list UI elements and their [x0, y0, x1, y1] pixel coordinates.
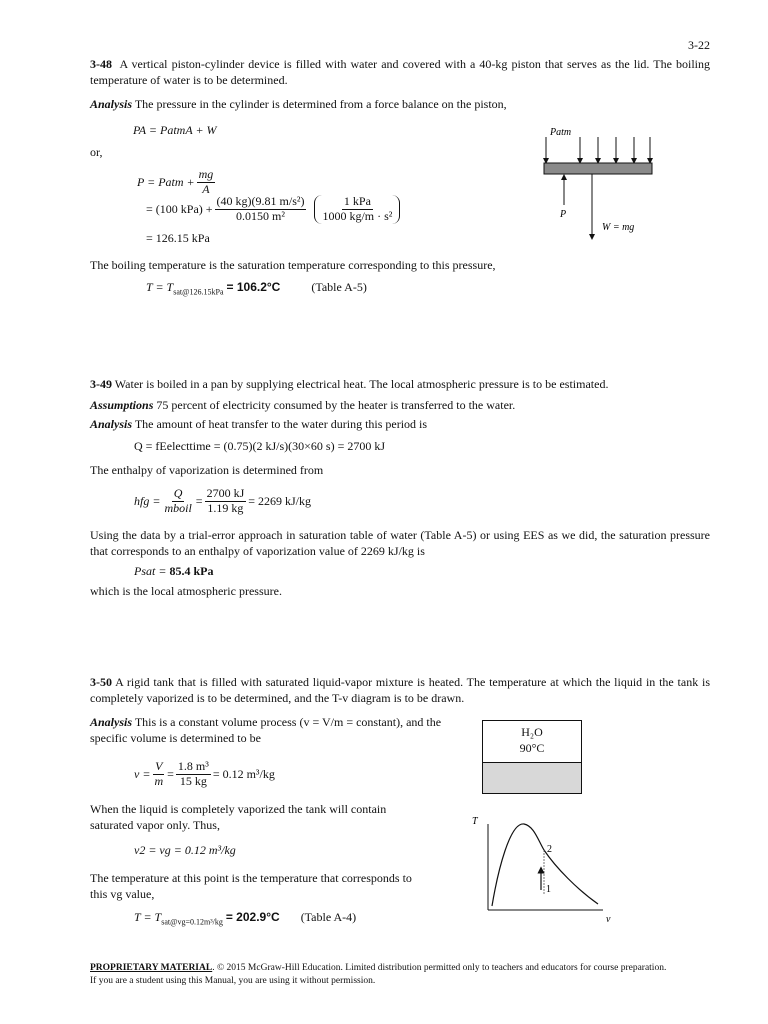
fraction-numerator: (40 kg)(9.81 m/s²) [216, 194, 305, 208]
atmospheric-pressure-arrows [546, 137, 650, 161]
force-balance-equation: PA = PatmA + W [133, 123, 217, 137]
fraction-denominator: 1000 kg/m · s² [322, 208, 393, 223]
saturation-sentence: The boiling temperature is the saturation temperature corresponding to this pressure, [90, 258, 496, 272]
tank-liquid [483, 762, 581, 793]
heat-transfer-equation: Q = fEelecttime = (0.75)(2 kJ/s)(30×60 s) = 2700 kJ [134, 439, 386, 453]
temperature-paragraph: The temperature at this point is the temperature that corresponds to this vg value, [90, 871, 412, 901]
specific-volume-result: = 0.12 m³/kg [212, 766, 275, 781]
analysis-paragraph [90, 97, 710, 113]
assumptions-text: 75 percent of electricity consumed by the heater is transferred to the water. [156, 398, 516, 412]
fraction-numerator: V [155, 759, 163, 773]
analysis-label: Analysis [90, 715, 133, 729]
temperature-subscript: sat@vg=0.12m³/kg [161, 917, 223, 927]
vapor-paragraph: When the liquid is completely vaporized the tank will contain saturated vapor only. Thus, [90, 802, 387, 832]
temperature-lhs: T = T [146, 280, 174, 294]
analysis-text: The pressure in the cylinder is determined from a force balance on the piston, [134, 97, 507, 111]
state-1-label: 1 [546, 884, 551, 895]
patm-label: Patm [550, 127, 572, 138]
problem-intro: Water is boiled in a pan by supplying electrical heat. The local atmospheric pressure is to be estimated. [114, 377, 609, 391]
fraction-denominator: m [154, 773, 164, 788]
substitution-lhs: = (100 kPa) + [146, 201, 213, 216]
unit-conversion [314, 195, 400, 224]
problem-number: 3-49 [90, 377, 112, 391]
footer-copyright: . © 2015 McGraw-Hill Education. Limited distribution permitted only to teachers and educators for course preparation. [212, 963, 667, 973]
numeric-fraction [205, 487, 247, 516]
hfg-lhs: hfg = [134, 493, 161, 508]
mg-over-A-fraction [197, 168, 216, 197]
fraction-numerator: 2700 kJ [206, 486, 245, 500]
fraction-numerator: 1.8 m³ [177, 759, 209, 773]
assumptions-label: Assumptions [90, 398, 154, 412]
problem-intro: A rigid tank that is filled with saturated liquid-vapor mixture is heated. The temperature at which the liquid in the tank is completely vaporized is to be determined, and the T-v diagram is to be drawn. [90, 675, 710, 705]
local-pressure-sentence: which is the local atmospheric pressure. [90, 584, 282, 598]
table-reference: (Table A-5) [311, 280, 367, 294]
unit-conversion-fraction [320, 195, 394, 224]
boiling-temperature-equation [146, 280, 367, 298]
enthalpy-result: = 2269 kJ/kg [248, 493, 312, 508]
boiling-temperature-result: = 106.2°C [226, 280, 281, 294]
final-temperature-equation [134, 910, 356, 928]
footer-label: PROPRIETARY MATERIAL [90, 963, 213, 973]
rigid-tank-figure [482, 720, 582, 794]
saturation-pressure-equation [134, 564, 213, 580]
saturation-dome [492, 824, 598, 906]
pressure-substitution [146, 195, 400, 224]
problem-3-48-statement [90, 57, 710, 88]
enthalpy-equation [134, 487, 311, 516]
piston-cylinder-figure [530, 125, 670, 245]
fraction-numerator: Q [173, 486, 183, 500]
fraction-denominator: A [202, 181, 210, 196]
tank-substance-label: H₂O [521, 725, 543, 739]
fraction-denominator: 1.19 kg [207, 500, 244, 515]
q-over-m-fraction [162, 487, 193, 516]
fraction-denominator: mboil [164, 500, 192, 515]
or-label: or, [90, 145, 103, 159]
piston [544, 163, 652, 174]
problem-intro: A vertical piston-cylinder device is filled with water and covered with a 40-kg piston that serves as the lid. The boiling temperature of water is to be determined. [90, 57, 711, 87]
analysis-text: This is a constant volume process (v = V/m = constant), and the specific volume is determined to be [90, 715, 442, 745]
analysis-text: The amount of heat transfer to the water during this period is [134, 417, 428, 431]
v-axis-label: v [606, 914, 611, 925]
state-2-label: 2 [547, 844, 552, 855]
v-lhs: v = [134, 766, 151, 781]
weight-over-area-fraction [215, 195, 307, 224]
problem-number: 3-48 [90, 57, 112, 71]
enthalpy-sentence: The enthalpy of vaporization is determined from [90, 463, 324, 477]
problem-3-50-statement [90, 675, 710, 706]
psat-lhs: Psat = [134, 564, 167, 578]
page-number: 3-22 [688, 38, 710, 52]
trial-error-paragraph: Using the data by a trial-error approach in saturation table of water (Table A-5) or using EES as we did, the saturation pressure that corresponds to an enthalpy of vaporization value of 2269 kJ/kg is [90, 528, 710, 558]
analysis-paragraph [90, 715, 450, 746]
problem-number: 3-50 [90, 675, 112, 689]
fraction-numerator: mg [198, 167, 214, 181]
V-over-m-fraction [152, 760, 165, 789]
tank-temperature-label: 90°C [519, 740, 545, 755]
table-reference: (Table A-4) [300, 910, 357, 924]
pressure-equation-lhs: P = Patm + [137, 174, 195, 189]
analysis-paragraph [90, 417, 710, 433]
pressure-equation [137, 168, 217, 197]
analysis-label: Analysis [90, 417, 133, 431]
fraction-denominator: 15 kg [179, 773, 207, 788]
temperature-subscript: sat@126.15kPa [173, 287, 224, 297]
final-temperature-result: = 202.9°C [225, 910, 280, 924]
t-axis-label: T [472, 816, 478, 827]
numeric-fraction [176, 760, 211, 789]
footer [90, 962, 730, 988]
footer-notice: If you are a student using this Manual, you are using it without permission. [90, 975, 376, 986]
fraction-numerator: 1 kPa [343, 194, 371, 208]
temperature-lhs: T = T [134, 910, 162, 924]
equals-sign: = [195, 493, 203, 508]
fraction-denominator: 0.0150 m² [236, 208, 285, 223]
pressure-result: = 126.15 kPa [146, 231, 210, 245]
assumptions-paragraph [90, 398, 710, 414]
p-label: P [560, 209, 567, 220]
saturation-pressure-result: 85.4 kPa [169, 564, 214, 578]
specific-volume-equation: v = $\frac{V}{m}$ = $\frac{\text{1.8 m³}}{15 kg}$ = 0.12 m³/kg [134, 759, 275, 788]
problem-3-49-statement [90, 377, 710, 393]
weight-label: W = mg [602, 222, 635, 233]
analysis-label: Analysis [90, 97, 133, 111]
v2-equation: v2 = vg = 0.12 m³/kg [134, 843, 236, 857]
t-v-diagram [468, 810, 628, 925]
